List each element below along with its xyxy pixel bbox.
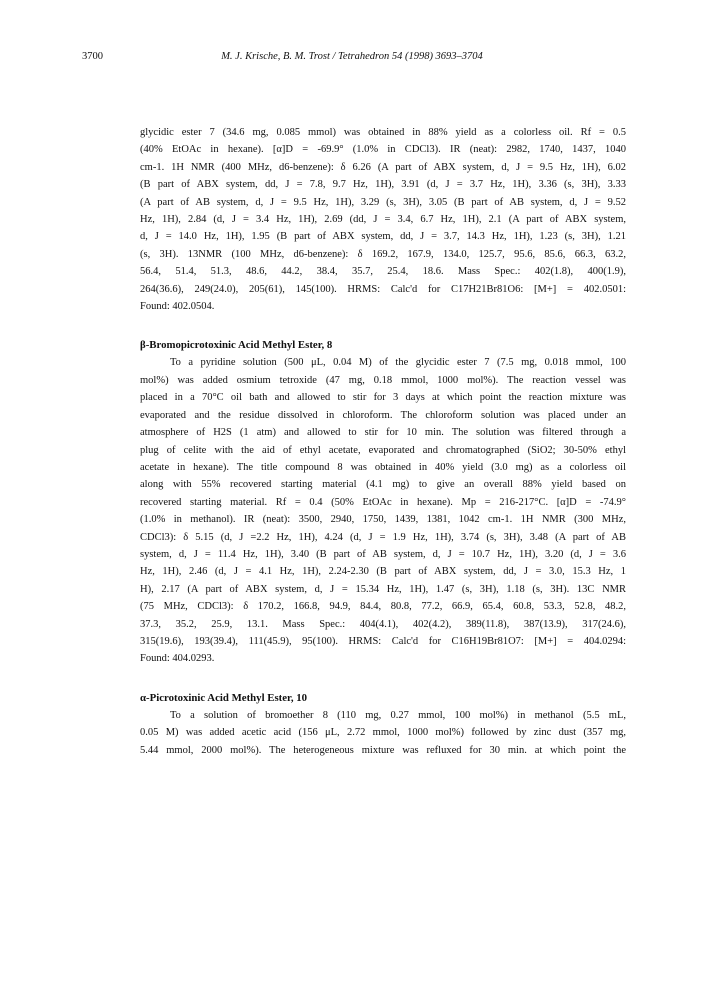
text-line: glycidic ester 7 (34.6 mg, 0.085 mmol) was obtained in 88% yield as a colorless oil. Rf = 0.5 [140, 127, 626, 138]
paragraph-bromopicrotoxinic-procedure [140, 354, 626, 667]
text-line: (s, 3H). 13NMR (100 MHz, d6-benzene): δ 169.2, 167.9, 134.0, 125.7, 95.6, 85.6, 66.3, 63.2, [140, 248, 626, 260]
article-body [140, 124, 626, 759]
text-line: acetate in hexane). The title compound 8 was obtained in 40% yield (3.0 mg) as a colorless oil [140, 461, 626, 473]
page-number: 3700 [82, 51, 103, 62]
paragraph-glycidic-ester-data [140, 124, 626, 315]
section-heading-bromopicrotoxinic: β-Bromopicrotoxinic Acid Methyl Ester, 8 [140, 339, 333, 352]
text-line: system, d, J = 11.4 Hz, 1H), 3.40 (B part of AB system, d, J = 10.7 Hz, 1H), 3.20 (d, J = 3.6 [140, 548, 626, 560]
text-line: Found: 402.0504. [140, 301, 215, 313]
text-line: H), 2.17 (A part of ABX system, d, J = 15.34 Hz, 1H), 1.47 (s, 3H), 1.18 (s, 3H). 13C NMR [140, 583, 626, 595]
text-line: 264(36.6), 249(24.0), 205(61), 145(100). HRMS: Calc'd for C17H21Br81O6: [M+] = 402.0501: [140, 283, 626, 295]
text-line: CDCl3): δ 5.15 (d, J =2.2 Hz, 1H), 4.24 (d, J = 1.9 Hz, 1H), 3.74 (s, 3H), 3.48 (A part of AB [140, 531, 626, 543]
text-line: 56.4, 51.4, 51.3, 48.6, 44.2, 38.4, 35.7, 25.4, 18.6. Mass Spec.: 402(1.8), 400(1.9), [140, 266, 626, 278]
running-head: M. J. Krische, B. M. Trost / Tetrahedron 54 (1998) 3693–3704 [221, 51, 483, 62]
text-line: 37.3, 35.2, 25.9, 13.1. Mass Spec.: 404(4.1), 402(4.2), 389(11.8), 387(13.9), 317(24.6), [140, 618, 626, 630]
text-line: 315(19.6), 193(39.4), 111(45.9), 95(100). HRMS: Calc'd for C16H19Br81O7: [M+] = 404.0294: [140, 635, 626, 647]
text-line: mol%) was added osmium tetroxide (47 mg, 0.18 mmol, 1000 mol%). The reaction vessel was [140, 374, 626, 386]
text-line: (B part of ABX system, dd, J = 7.8, 9.7 Hz, 1H), 3.91 (d, J = 3.7 Hz, 1H), 3.36 (s, 3H), 3.33 [140, 179, 626, 191]
text-line: (75 MHz, CDCl3): δ 170.2, 166.8, 94.9, 84.4, 80.8, 77.2, 66.9, 65.4, 60.8, 53.3, 52.8, 48.2, [140, 601, 626, 613]
text-line: d, J = 14.0 Hz, 1H), 1.95 (B part of ABX system, dd, J = 3.7, 14.3 Hz, 1H), 1.23 (s, 3H), 1.21 [140, 231, 626, 243]
text-line: cm-1. 1H NMR (400 MHz, d6-benzene): δ 6.26 (A part of ABX system, d, J = 9.5 Hz, 1H), 6.02 [140, 161, 626, 173]
text-line: evaporated and the residue dissolved in chloroform. The chloroform solution was placed under an [140, 409, 626, 421]
text-line: atmosphere of H2S (1 atm) and allowed to stir for 10 min. The solution was filtered through a [140, 427, 626, 439]
text-line: placed in a 70°C oil bath and allowed to stir for 3 days at which point the reaction mixture was [140, 392, 626, 404]
text-line: Hz, 1H), 2.84 (d, J = 3.4 Hz, 1H), 2.69 (dd, J = 3.4, 6.7 Hz, 1H), 2.1 (A part of ABX system, [140, 214, 626, 226]
section-heading-picrotoxinic: α-Picrotoxinic Acid Methyl Ester, 10 [140, 691, 308, 704]
text-line: (A part of AB system, d, J = 9.5 Hz, 1H), 3.29 (s, 3H), 3.05 (B part of AB system, d, J = 9.52 [140, 196, 626, 208]
text-line: (1.0% in methanol). IR (neat): 3500, 2940, 1750, 1439, 1381, 1042 cm-1. 1H NMR (300 MHz, [140, 514, 626, 526]
text-line: To a solution of bromoether 8 (110 mg, 0.27 mmol, 100 mol%) in methanol (5.5 mL, [170, 709, 626, 721]
text-line: 0.05 M) was added acetic acid (156 μL, 2.72 mmol, 1000 mol%) followed by zinc dust (357 mg, [140, 727, 626, 739]
text-line: (40% EtOAc in hexane). [α]D = -69.9° (1.0% in CDCl3). IR (neat): 2982, 1740, 1437, 1040 [140, 144, 626, 156]
text-line: Hz, 1H), 2.46 (d, J = 4.1 Hz, 1H), 2.24-2.30 (B part of ABX system, dd, J = 3.0, 15.3 Hz, 1 [140, 566, 626, 578]
text-line: To a pyridine solution (500 μL, 0.04 M) of the glycidic ester 7 (7.5 mg, 0.018 mmol, 100 [170, 357, 626, 369]
page-header [82, 51, 622, 69]
text-line: Found: 404.0293. [140, 653, 215, 665]
text-line: recovered starting material. Rf = 0.4 (50% EtOAc in hexane). Mp = 216-217°C. [α]D = -74.9° [140, 496, 626, 508]
paragraph-picrotoxinic-procedure [140, 707, 626, 759]
text-line: plug of celite with the aid of ethyl acetate, evaporated and chromatographed (SiO2; 30-50% ethyl [140, 444, 626, 456]
text-line: 5.44 mmol, 2000 mol%). The heterogeneous mixture was refluxed for 30 min. at which point the [140, 744, 626, 756]
text-line: along with 55% recovered starting material (4.1 mg) to give an overall 88% yield based on [140, 479, 626, 491]
